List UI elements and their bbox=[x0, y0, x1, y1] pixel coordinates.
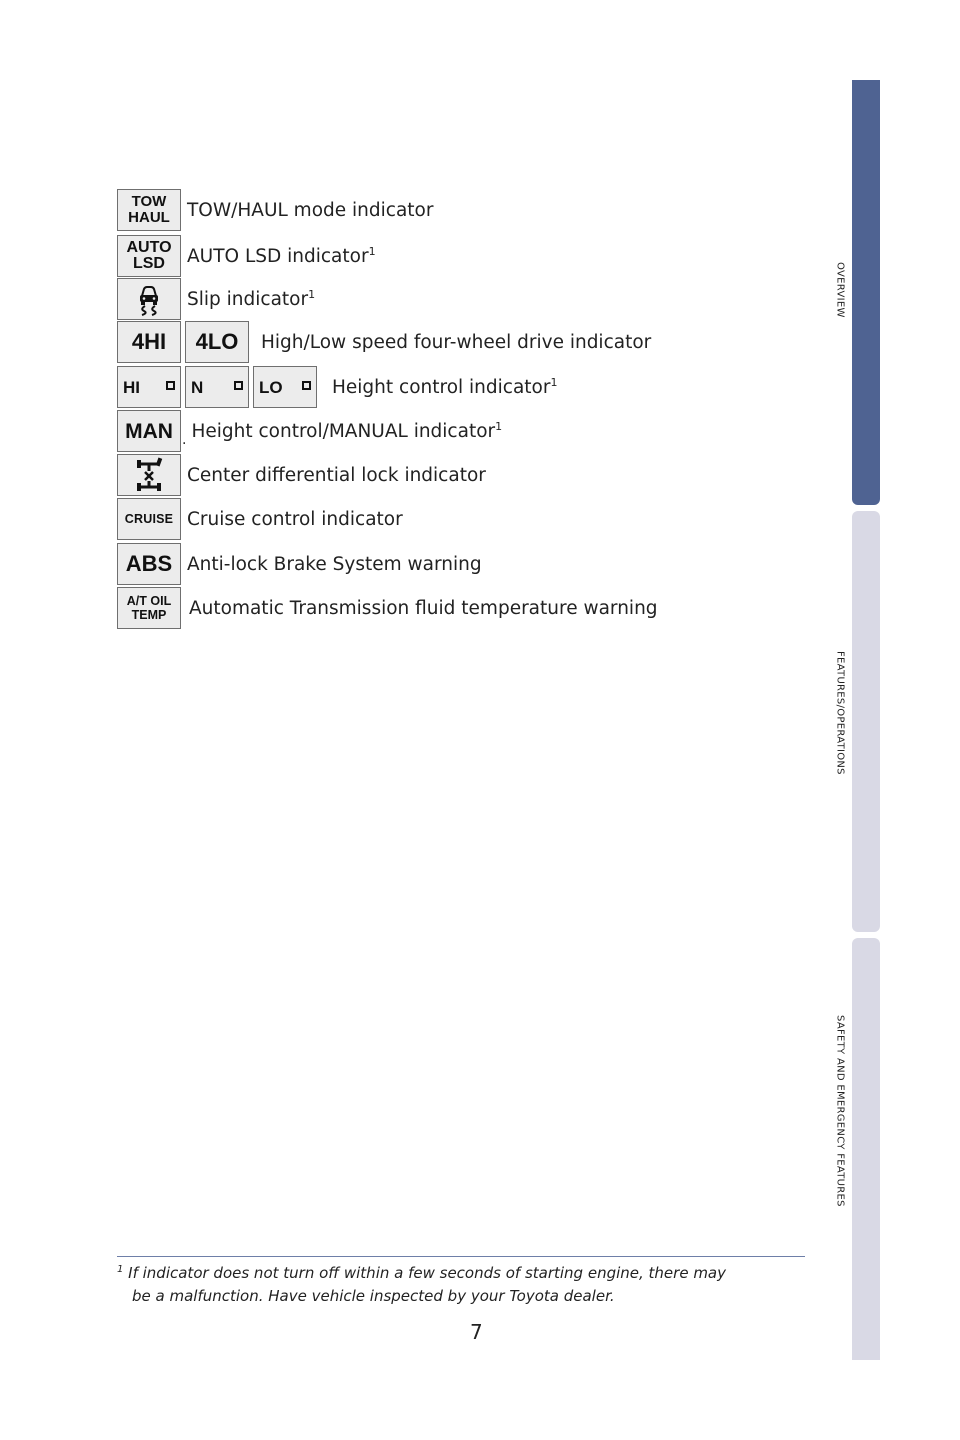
indicator-row-tow-haul bbox=[117, 189, 433, 231]
icon-suffix-dot: . bbox=[182, 432, 187, 448]
side-tab-overview[interactable] bbox=[852, 80, 880, 505]
indicator-row-auto-lsd bbox=[117, 235, 376, 277]
cruise-icon: CRUISE bbox=[117, 498, 181, 540]
indicator-label: High/Low speed four-wheel drive indicator bbox=[261, 331, 652, 353]
auto-lsd-icon: AUTO LSD bbox=[117, 235, 181, 277]
at-oil-temp-icon: A/T OIL TEMP bbox=[117, 587, 181, 629]
4hi-icon: 4HI bbox=[117, 321, 181, 363]
indicator-row-abs bbox=[117, 543, 482, 585]
side-tab-safety-emergency[interactable] bbox=[852, 938, 880, 1360]
side-tab-label-safety: SAFETY AND EMERGENCY FEATURES bbox=[834, 1015, 846, 1207]
page-number: 7 bbox=[470, 1320, 483, 1344]
footnote-mark: 1 bbox=[117, 1264, 124, 1275]
height-hi-icon: HI bbox=[117, 366, 181, 408]
abs-icon: ABS bbox=[117, 543, 181, 585]
footnote bbox=[117, 1262, 807, 1308]
man-icon: MAN bbox=[117, 410, 181, 452]
footnote-line-1: If indicator does not turn off within a few seconds of starting engine, there may bbox=[128, 1264, 727, 1282]
indicator-label: TOW/HAUL mode indicator bbox=[187, 199, 434, 221]
indicator-row-height-control bbox=[117, 366, 557, 408]
indicator-label: Height control indicator$^1$ bbox=[332, 375, 558, 398]
indicator-label: Slip indicator$^1$ bbox=[187, 287, 316, 310]
height-lo-icon: LO bbox=[253, 366, 317, 408]
indicator-label: Anti-lock Brake System warning bbox=[187, 553, 482, 575]
indicator-row-4wd bbox=[117, 321, 651, 363]
indicator-label: AUTO LSD indicator$^1$ bbox=[187, 244, 376, 267]
indicator-label: Height control/MANUAL indicator$^1$ bbox=[191, 419, 503, 442]
footnote-line-2: be a malfunction. Have vehicle inspected by your Toyota dealer. bbox=[132, 1287, 615, 1305]
center-diff-lock-icon bbox=[117, 454, 181, 496]
indicator-row-at-oil-temp bbox=[117, 587, 658, 629]
indicator-row-center-diff-lock bbox=[117, 454, 486, 496]
4lo-icon: 4LO bbox=[185, 321, 249, 363]
indicator-label: Center differential lock indicator bbox=[187, 464, 486, 486]
indicator-label: Automatic Transmission fluid temperature warning bbox=[189, 597, 658, 619]
indicator-row-slip bbox=[117, 278, 315, 320]
indicator-label: Cruise control indicator bbox=[187, 508, 403, 530]
slip-car-icon bbox=[117, 278, 181, 320]
tow-haul-icon: TOW HAUL bbox=[117, 189, 181, 231]
indicator-row-cruise bbox=[117, 498, 403, 540]
side-tab-label-overview: OVERVIEW bbox=[834, 262, 846, 318]
side-tab-features-operations[interactable] bbox=[852, 511, 880, 932]
side-tab-label-features: FEATURES/OPERATIONS bbox=[834, 651, 846, 775]
indicator-row-manual bbox=[117, 410, 502, 452]
height-n-icon: N bbox=[185, 366, 249, 408]
footnote-divider bbox=[117, 1256, 805, 1257]
